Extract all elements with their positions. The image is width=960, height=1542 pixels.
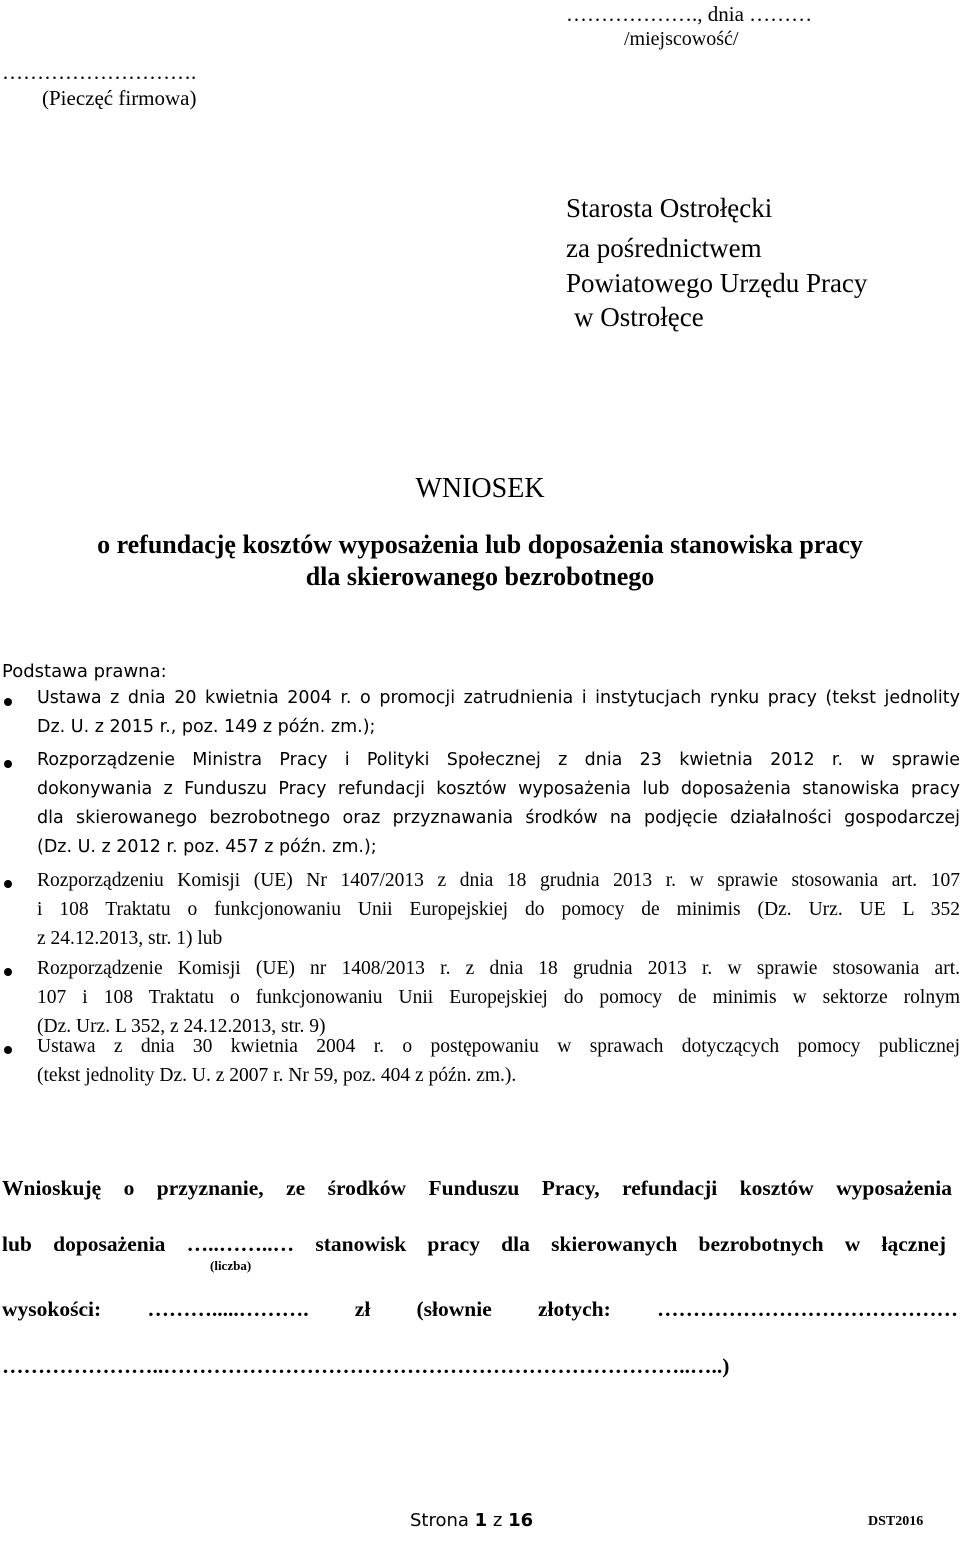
legal-basis-line: Dz. U. z 2015 r., poz. 149 z późn. zm.); [37,717,376,737]
request-line-quantity: lub doposażenia …..……..… stanowisk pracy dla skierowanych bezrobotnych w łącznej [2,1232,946,1256]
legal-basis-line: (Dz. Urz. L 352, z 24.12.2013, str. 9) [37,1016,326,1037]
page-separator: z [487,1510,509,1531]
addressee-line: za pośrednictwem [566,233,762,263]
legal-basis-line: i 108 Traktatu o funkcjonowaniu Unii Europejskiej do pomocy de minimis (Dz. Urz. UE L 352 [37,899,960,920]
document-subtitle: dla skierowanego bezrobotnego [305,562,655,591]
stamp-placeholder: ………………………. [2,60,197,84]
legal-basis-item [37,1032,960,1090]
legal-basis-item [37,746,960,862]
page-prefix: Strona [410,1510,475,1531]
addressee-line: Starosta Ostrołęcki [566,193,773,223]
bullet-icon [4,760,12,768]
bullet-icon [4,1046,12,1054]
addressee-line: w Ostrołęce [574,302,704,332]
legal-basis-label: Podstawa prawna: [2,661,167,682]
page-current: 1 [474,1510,488,1531]
quantity-caption: (liczba) [210,1258,252,1273]
legal-basis-line: (Dz. U. z 2012 r. poz. 457 z późn. zm.); [37,837,377,857]
place-label: /miejscowość/ [624,28,739,50]
legal-basis-line: z 24.12.2013, str. 1) lub [37,928,223,949]
legal-basis-line: 107 i 108 Traktatu o funkcjonowaniu Unii Europejskiej do pomocy de minimis w sektorze rolnym [37,987,960,1008]
document-code: DST2016 [868,1514,924,1529]
document-subtitle: o refundację kosztów wyposażenia lub doposażenia stanowiska pracy [97,530,863,559]
legal-basis-line: dla skierowanego bezrobotnego oraz przyznawania środków na podjęcie działalności gospodarczej [37,808,960,828]
bullet-icon [4,880,12,888]
legal-basis-line: Rozporządzenie Ministra Pracy i Polityki Społecznej z dnia 23 kwietnia 2012 r. w sprawie [37,750,960,770]
legal-basis-line: (tekst jednolity Dz. U. z 2007 r. Nr 59, poz. 404 z późn. zm.). [37,1065,517,1086]
legal-basis-line: Rozporządzeniu Komisji (UE) Nr 1407/2013 z dnia 18 grudnia 2013 r. w sprawie stosowania art. 107 [37,870,960,891]
legal-basis-item [37,684,960,742]
date-line: ………………., dnia ……… [566,2,813,26]
bullet-icon [4,968,12,976]
stamp-label: (Pieczęć firmowa) [42,86,197,110]
addressee-line: Powiatowego Urzędu Pracy [566,268,868,298]
legal-basis-line: Ustawa z dnia 20 kwietnia 2004 r. o promocji zatrudnienia i instytucjach rynku pracy (tekst jednolity [37,688,960,708]
request-line-amount-words: …………………..………………………………………………………………..…..) [2,1354,730,1378]
bullet-icon [4,698,12,706]
legal-basis-line: Rozporządzenie Komisji (UE) nr 1408/2013 r. z dnia 18 grudnia 2013 r. w sprawie stosowania art. [37,958,960,979]
page-number [410,1510,533,1531]
page-total: 16 [508,1510,534,1531]
legal-basis-line: Ustawa z dnia 30 kwietnia 2004 r. o postępowaniu w sprawach dotyczących pomocy publicznej [37,1036,960,1057]
legal-basis-item [37,954,960,1041]
legal-basis-line: dokonywania z Funduszu Pracy refundacji kosztów wyposażenia lub doposażenia stanowiska pracy [37,779,960,799]
request-line-amount: wysokości: ……….....………. zł (słownie złotych: …………………………………… [2,1297,958,1321]
legal-basis-item [37,866,960,953]
document-title: WNIOSEK [415,473,545,504]
request-line: Wnioskuję o przyznanie, ze środków Funduszu Pracy, refundacji kosztów wyposażenia [2,1176,952,1200]
